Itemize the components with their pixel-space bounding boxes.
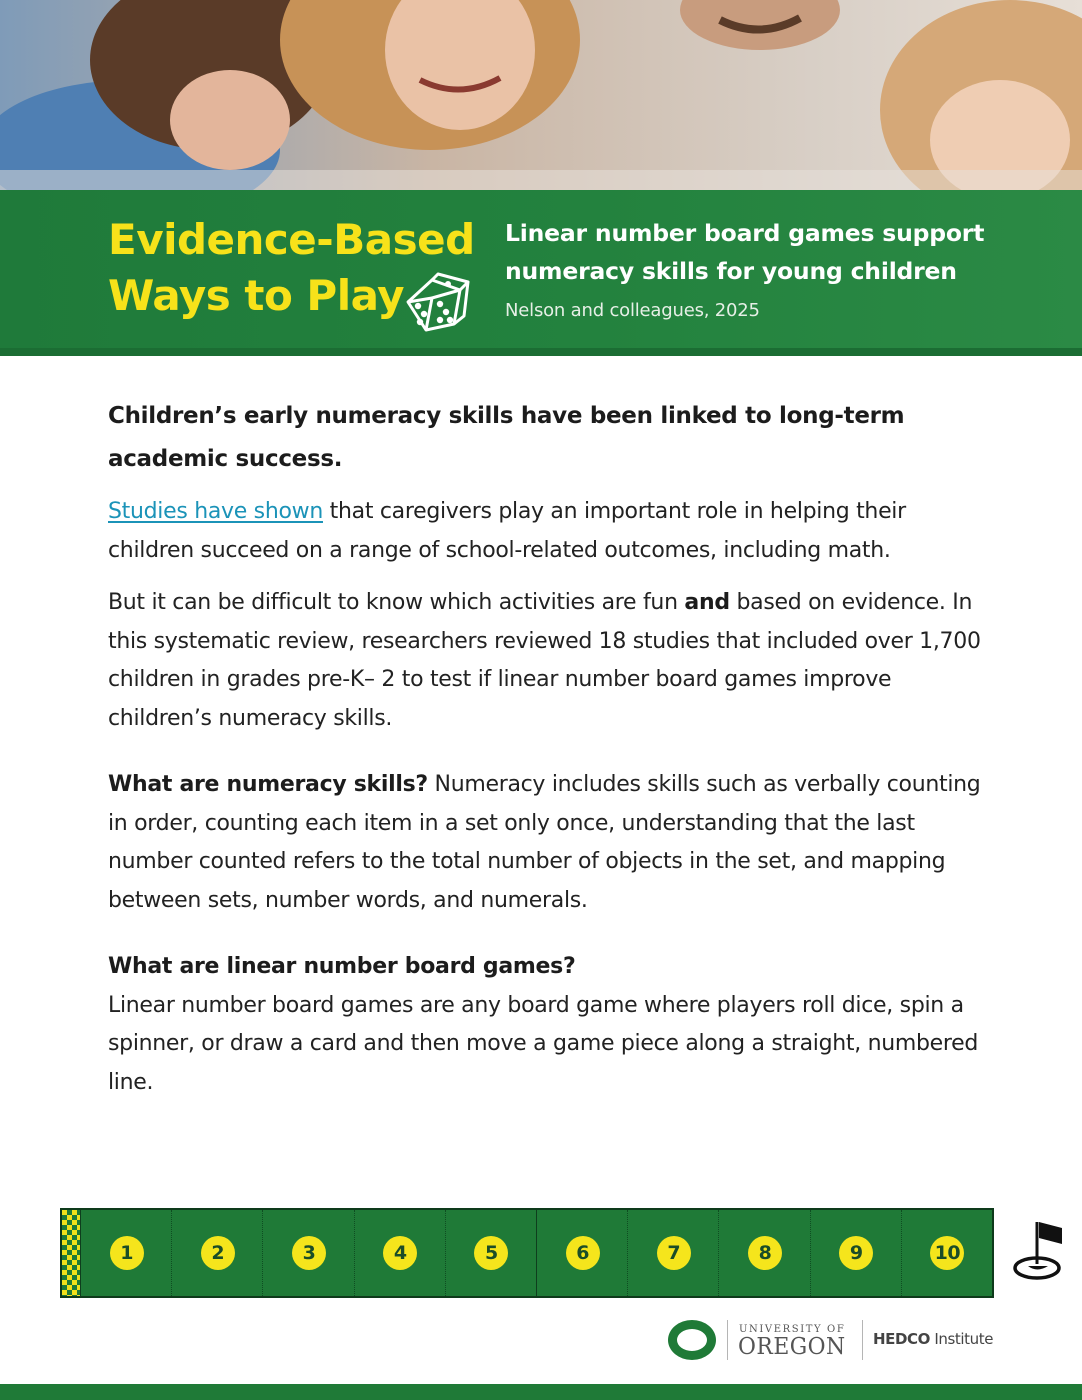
board-number-2: 2	[201, 1236, 235, 1270]
citation: Nelson and colleagues, 2025	[505, 300, 760, 321]
board-number-7: 7	[657, 1236, 691, 1270]
hedco-institute-logo	[873, 1330, 993, 1348]
paragraph-review-text-2: based on evidence. In this systematic review, researchers reviewed 18 studies that included over 1,700 children in grades pre-K– 2 to test if linear number board games improve children’s numeracy skills.	[108, 590, 981, 731]
banner-divider	[0, 348, 1082, 356]
board-space-3	[262, 1210, 353, 1296]
board-space-7	[627, 1210, 718, 1296]
numeracy-heading: What are numeracy skills?	[108, 772, 428, 797]
board-number-3: 3	[292, 1236, 326, 1270]
board-space-6	[536, 1210, 627, 1296]
uo-wordmark-bottom: OREGON	[738, 1334, 846, 1360]
subtitle-line-2: numeracy skills for young children	[505, 257, 957, 285]
paragraph-caregivers	[108, 493, 988, 570]
board-space-8	[718, 1210, 809, 1296]
board-space-4	[354, 1210, 445, 1296]
dice-icon	[402, 268, 478, 334]
paragraph-board-games	[108, 948, 988, 1102]
subtitle-line-1: Linear number board games support	[505, 219, 985, 247]
banner-subtitle	[505, 214, 1045, 290]
board-number-8: 8	[748, 1236, 782, 1270]
board-space-1	[80, 1210, 171, 1296]
board-space-10	[901, 1210, 992, 1296]
paragraph-numeracy	[108, 766, 988, 920]
board-number-10: 10	[930, 1236, 964, 1270]
board-number-4: 4	[383, 1236, 417, 1270]
board-number-9: 9	[839, 1236, 873, 1270]
board-games-text: Linear number board games are any board game where players roll dice, spin a spinner, or draw a card and then move a game piece along a straight, numbered line.	[108, 992, 979, 1095]
hedco-wordmark-bold: HEDCO	[873, 1330, 931, 1348]
logo-divider	[727, 1320, 728, 1360]
board-number-6: 6	[566, 1236, 600, 1270]
board-number-1: 1	[110, 1236, 144, 1270]
lead-statement: Children’s early numeracy skills have been linked to long-term academic success.	[108, 403, 905, 472]
numeracy-text: Numeracy includes skills such as verbally counting in order, counting each item in a set only once, understanding that the last number counted refers to the total number of objects in the set, and mapping between sets, number words, and numerals.	[108, 772, 981, 913]
footer-bar	[0, 1384, 1082, 1400]
hedco-wordmark-rest: Institute	[930, 1330, 994, 1348]
title-line-1: Evidence-Based	[108, 215, 475, 264]
golf-flag-icon	[1008, 1218, 1068, 1284]
emphasis-and: and	[684, 590, 730, 615]
board-number-5: 5	[474, 1236, 508, 1270]
title-line-2: Ways to Play	[108, 271, 405, 320]
board-space-2	[171, 1210, 262, 1296]
board-space-5	[445, 1210, 536, 1296]
board-games-heading: What are linear number board games?	[108, 954, 576, 979]
logo-divider-2	[862, 1320, 863, 1360]
paragraph-caregivers-text: that caregivers play an important role in helping their children succeed on a range of school-related outcomes, including math.	[108, 499, 906, 563]
checkered-start-icon	[62, 1210, 80, 1296]
paragraph-review-text-1: But it can be difficult to know which activities are fun	[108, 590, 685, 615]
university-of-oregon-logo-icon	[668, 1320, 716, 1360]
article-body	[108, 395, 988, 1102]
board-space-9	[810, 1210, 901, 1296]
number-line-board	[60, 1208, 994, 1298]
paragraph-review	[108, 584, 988, 738]
uo-wordmark-top: UNIVERSITY OF	[739, 1324, 846, 1335]
hero-photo	[0, 0, 1082, 192]
studies-link[interactable]: Studies have shown	[108, 499, 323, 524]
